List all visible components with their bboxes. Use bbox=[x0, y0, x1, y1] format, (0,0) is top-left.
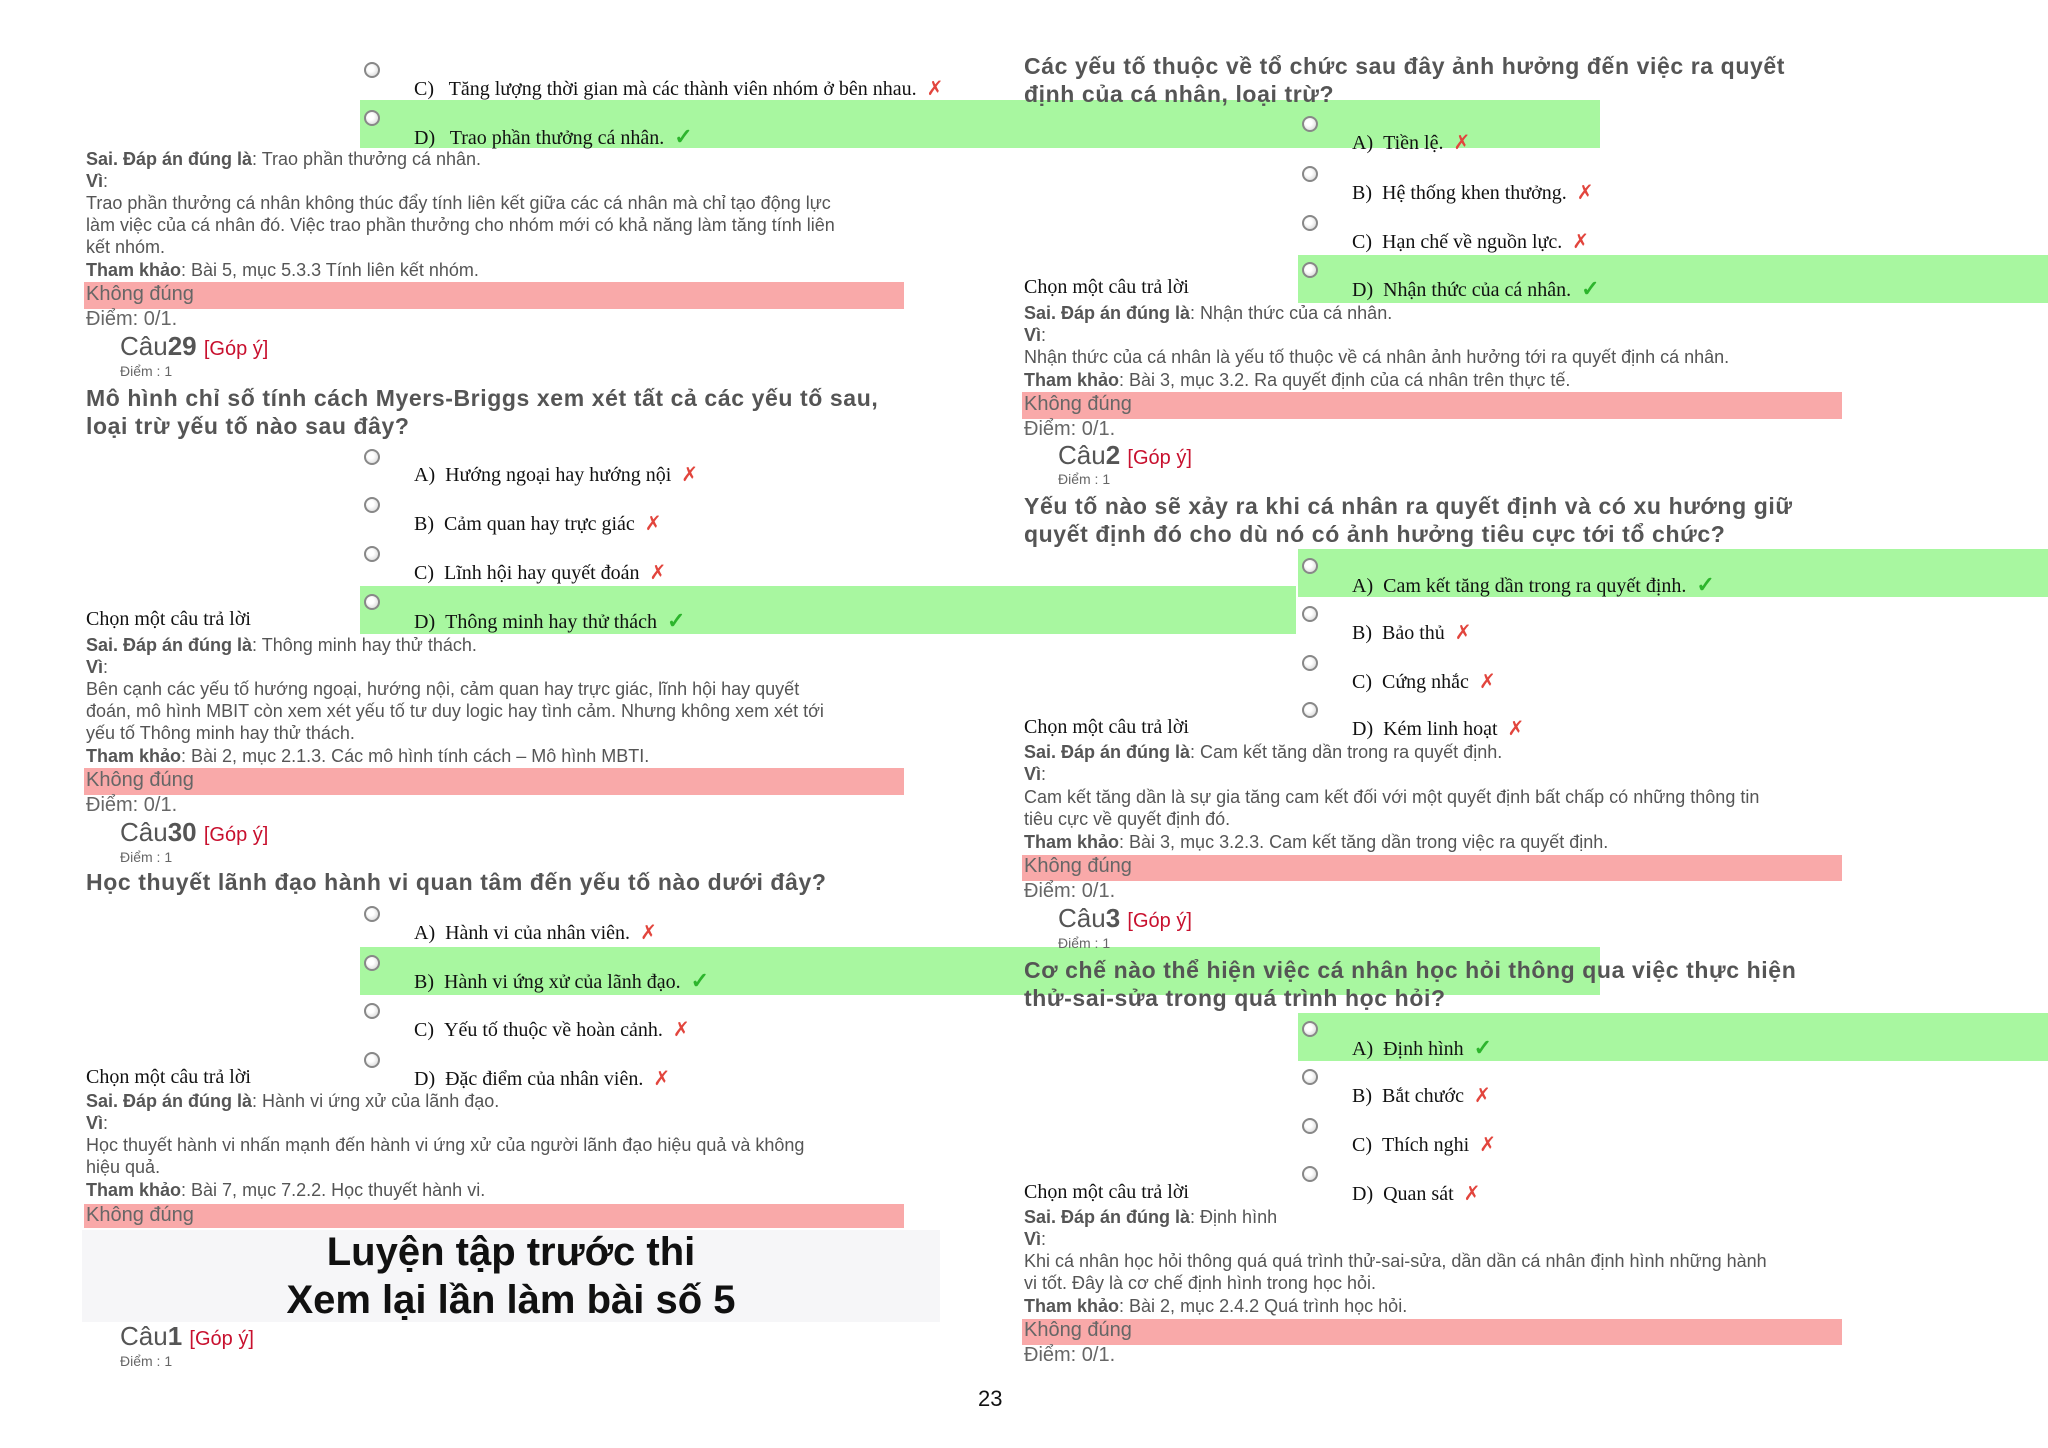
wrong-mark-icon: ✗ bbox=[926, 78, 944, 100]
option-a[interactable]: A) Hướng ngoại hay hướng nội ✗ bbox=[414, 464, 699, 486]
wrong-mark-icon: ✗ bbox=[644, 513, 662, 535]
choose-answer-label: Chọn một câu trả lời bbox=[1024, 1181, 1189, 1203]
reference: Tham khảo: Bài 2, mục 2.4.2 Quá trình học hỏi. bbox=[1024, 1296, 1408, 1316]
feedback-link[interactable]: [Góp ý] bbox=[189, 1328, 254, 1350]
wrong-mark-icon: ✗ bbox=[1454, 622, 1472, 644]
correct-mark-icon: ✓ bbox=[1581, 276, 1600, 301]
answer-line: Sai. Đáp án đúng là: Định hình bbox=[1024, 1207, 1278, 1227]
question-text: Cơ chế nào thể hiện việc cá nhân học hỏi thông qua việc thực hiện thử-sai-sửa trong quá trình học hỏi? bbox=[1024, 957, 1797, 1011]
radio-button[interactable] bbox=[364, 110, 380, 126]
option-b[interactable]: B) Hệ thống khen thưởng. ✗ bbox=[1352, 182, 1594, 204]
option-a[interactable]: A) Cam kết tăng dần trong ra quyết định. ✓ bbox=[1352, 572, 1715, 597]
option-b[interactable]: B) Bắt chước ✗ bbox=[1352, 1085, 1491, 1107]
answer-line: Sai. Đáp án đúng là: Trao phần thưởng cá nhân. bbox=[86, 149, 482, 169]
status-text: Không đúng bbox=[86, 769, 194, 791]
answer-line: Sai. Đáp án đúng là: Thông minh hay thử thách. bbox=[86, 635, 477, 655]
question-number: Câu1 [Góp ý] bbox=[120, 1321, 254, 1351]
correct-mark-icon: ✓ bbox=[690, 968, 710, 993]
vi-label: Vì: bbox=[1024, 325, 1047, 345]
option-c[interactable]: C) Thích nghi ✗ bbox=[1352, 1134, 1496, 1156]
correct-mark-icon: ✓ bbox=[674, 124, 693, 149]
wrong-mark-icon: ✗ bbox=[653, 1068, 671, 1090]
radio-button[interactable] bbox=[1302, 558, 1318, 574]
radio-button[interactable] bbox=[364, 497, 380, 513]
explanation: Trao phần thưởng cá nhân không thúc đẩy tính liên kết giữa các cá nhân mà chỉ tạo động lực làm việc của cá nhân đó. Việc trao phần thưởng cho nhóm mới có khả năng làm tăng tính liên kết nhóm. bbox=[86, 193, 835, 257]
radio-button[interactable] bbox=[364, 1003, 380, 1019]
wrong-mark-icon: ✗ bbox=[649, 562, 667, 584]
option-d[interactable]: D) Kém linh hoạt ✗ bbox=[1352, 718, 1525, 740]
score-text: Điểm: 0/1. bbox=[86, 794, 178, 816]
feedback-link[interactable]: [Góp ý] bbox=[203, 338, 269, 360]
score-text: Điểm: 0/1. bbox=[1024, 418, 1116, 440]
status-bar bbox=[1022, 1319, 1842, 1345]
wrong-mark-icon: ✗ bbox=[1507, 718, 1525, 740]
answer-line: Sai. Đáp án đúng là: Nhận thức của cá nhân. bbox=[1024, 303, 1393, 323]
wrong-mark-icon: ✗ bbox=[672, 1019, 690, 1041]
radio-button[interactable] bbox=[364, 62, 380, 78]
option-a[interactable]: A) Định hình ✓ bbox=[1352, 1035, 1493, 1060]
status-text: Không đúng bbox=[1024, 1319, 1132, 1341]
status-bar bbox=[84, 768, 904, 795]
question-text: Các yếu tố thuộc về tổ chức sau đây ảnh hưởng đến việc ra quyết định của cá nhân, loại trừ? bbox=[1024, 53, 1786, 107]
option-c[interactable]: C) Cứng nhắc ✗ bbox=[1352, 671, 1496, 693]
option-c[interactable]: C) Hạn chế về nguồn lực. ✗ bbox=[1352, 231, 1589, 253]
status-text: Không đúng bbox=[86, 1204, 194, 1226]
question-number: Câu29 [Góp ý] bbox=[120, 331, 269, 361]
radio-button[interactable] bbox=[1302, 166, 1318, 182]
vi-label: Vì: bbox=[86, 657, 109, 677]
status-text: Không đúng bbox=[1024, 855, 1132, 877]
correct-mark-icon: ✓ bbox=[667, 608, 686, 633]
reference: Tham khảo: Bài 7, mục 7.2.2. Học thuyết hành vi. bbox=[86, 1180, 486, 1200]
radio-button[interactable] bbox=[1302, 1069, 1318, 1085]
option-b[interactable]: B) Hành vi ứng xử của lãnh đạo. ✓ bbox=[414, 968, 710, 993]
section-title: Luyện tập trước thi Xem lại lần làm bài số 5 bbox=[286, 1230, 736, 1322]
option-d[interactable]: D) Quan sát ✗ bbox=[1352, 1183, 1481, 1205]
vi-label: Vì: bbox=[86, 171, 109, 191]
explanation: Cam kết tăng dần là sự gia tăng cam kết đối với một quyết định bất chấp có những thông tin tiêu cực về quyết định đó. bbox=[1024, 787, 1760, 829]
status-text: Không đúng bbox=[86, 283, 194, 305]
status-bar bbox=[1022, 392, 1842, 419]
wrong-mark-icon: ✗ bbox=[1572, 231, 1589, 253]
wrong-mark-icon: ✗ bbox=[1463, 1183, 1481, 1205]
reference: Tham khảo: Bài 3, mục 3.2.3. Cam kết tăng dần trong việc ra quyết định. bbox=[1024, 832, 1609, 852]
option-a[interactable]: A) Tiền lệ. ✗ bbox=[1352, 132, 1471, 154]
question-number: Câu30 [Góp ý] bbox=[120, 817, 269, 847]
explanation: Học thuyết hành vi nhấn mạnh đến hành vi ứng xử của người lãnh đạo hiệu quả và không hiệu quả. bbox=[86, 1135, 805, 1177]
choose-answer-label: Chọn một câu trả lời bbox=[1024, 276, 1189, 298]
score-text: Điểm: 0/1. bbox=[1024, 880, 1116, 902]
status-bar bbox=[84, 1204, 904, 1228]
vi-label: Vì: bbox=[86, 1113, 109, 1133]
score-text: Điểm: 0/1. bbox=[86, 308, 178, 330]
option-d[interactable]: D) Thông minh hay thử thách ✓ bbox=[414, 608, 686, 633]
radio-button[interactable] bbox=[1302, 1021, 1318, 1037]
points-label: Điểm : 1 bbox=[120, 849, 173, 865]
answer-line: Sai. Đáp án đúng là: Hành vi ứng xử của lãnh đạo. bbox=[86, 1091, 500, 1111]
score-text: Điểm: 0/1. bbox=[1024, 1344, 1116, 1366]
radio-button[interactable] bbox=[1302, 606, 1318, 622]
radio-button[interactable] bbox=[1302, 655, 1318, 671]
status-bar bbox=[84, 282, 904, 309]
option-c[interactable]: C) Lĩnh hội hay quyết đoán ✗ bbox=[414, 562, 667, 584]
feedback-link[interactable]: [Góp ý] bbox=[1127, 447, 1192, 469]
radio-button[interactable] bbox=[364, 594, 380, 610]
choose-answer-label: Chọn một câu trả lời bbox=[86, 1066, 251, 1088]
points-label: Điểm : 1 bbox=[120, 1353, 173, 1369]
answer-line: Sai. Đáp án đúng là: Cam kết tăng dần trong ra quyết định. bbox=[1024, 742, 1503, 762]
correct-mark-icon: ✓ bbox=[1696, 572, 1715, 597]
question-number: Câu2 [Góp ý] bbox=[1058, 440, 1192, 470]
radio-button[interactable] bbox=[364, 906, 380, 922]
reference: Tham khảo: Bài 2, mục 2.1.3. Các mô hình tính cách – Mô hình MBTI. bbox=[86, 746, 650, 766]
feedback-link[interactable]: [Góp ý] bbox=[203, 824, 269, 846]
reference: Tham khảo: Bài 3, mục 3.2. Ra quyết định của cá nhân trên thực tế. bbox=[1024, 370, 1571, 390]
radio-button[interactable] bbox=[364, 1052, 380, 1068]
wrong-mark-icon: ✗ bbox=[1478, 671, 1496, 693]
question-text: Học thuyết lãnh đạo hành vi quan tâm đến yếu tố nào dưới đây? bbox=[86, 869, 827, 895]
option-a[interactable]: A) Hành vi của nhân viên. ✗ bbox=[414, 922, 657, 944]
option-d[interactable]: D) Nhận thức của cá nhân. ✓ bbox=[1352, 276, 1600, 301]
status-text: Không đúng bbox=[1024, 393, 1132, 415]
correct-mark-icon: ✓ bbox=[1473, 1035, 1493, 1060]
radio-button[interactable] bbox=[1302, 1166, 1318, 1182]
wrong-mark-icon: ✗ bbox=[1453, 132, 1471, 154]
status-bar bbox=[1022, 855, 1842, 881]
radio-button[interactable] bbox=[364, 449, 380, 465]
question-text: Mô hình chỉ số tính cách Myers-Briggs xem xét tất cả các yếu tố sau, loại trừ yếu tố nào sau đây? bbox=[86, 385, 879, 439]
radio-button[interactable] bbox=[1302, 116, 1318, 132]
choose-answer-label: Chọn một câu trả lời bbox=[1024, 716, 1189, 738]
radio-button[interactable] bbox=[1302, 1118, 1318, 1134]
option-c[interactable]: C) Tăng lượng thời gian mà các thành viên nhóm ở bên nhau. ✗ bbox=[414, 78, 944, 100]
vi-label: Vì: bbox=[1024, 1229, 1047, 1249]
points-label: Điểm : 1 bbox=[1058, 471, 1111, 487]
explanation: Nhận thức của cá nhân là yếu tố thuộc về cá nhân ảnh hưởng tới ra quyết định cá nhân. bbox=[1024, 347, 1730, 367]
option-d[interactable]: D) Đặc điểm của nhân viên. ✗ bbox=[414, 1068, 671, 1090]
question-number: Câu3 [Góp ý] bbox=[1058, 903, 1192, 933]
vi-label: Vì: bbox=[1024, 764, 1047, 784]
radio-button[interactable] bbox=[364, 546, 380, 562]
radio-button[interactable] bbox=[1302, 702, 1318, 718]
question-text: Yếu tố nào sẽ xảy ra khi cá nhân ra quyết định và có xu hướng giữ quyết định đó cho dù nó có ảnh hưởng tiêu cực tới tổ chức? bbox=[1024, 493, 1793, 547]
option-b[interactable]: B) Bảo thủ ✗ bbox=[1352, 622, 1472, 644]
points-label: Điểm : 1 bbox=[120, 363, 173, 379]
reference: Tham khảo: Bài 5, mục 5.3.3 Tính liên kết nhóm. bbox=[86, 260, 479, 280]
points-label: Điểm : 1 bbox=[1058, 935, 1111, 951]
wrong-mark-icon: ✗ bbox=[681, 464, 699, 486]
radio-button[interactable] bbox=[1302, 262, 1318, 278]
radio-button[interactable] bbox=[364, 955, 380, 971]
choose-answer-label: Chọn một câu trả lời bbox=[86, 608, 251, 630]
option-c[interactable]: C) Yếu tố thuộc về hoàn cảnh. ✗ bbox=[414, 1019, 690, 1041]
radio-button[interactable] bbox=[1302, 215, 1318, 231]
wrong-mark-icon: ✗ bbox=[1479, 1134, 1496, 1156]
page-number: 23 bbox=[978, 1386, 1003, 1411]
wrong-mark-icon: ✗ bbox=[1576, 182, 1594, 204]
wrong-mark-icon: ✗ bbox=[640, 922, 657, 944]
wrong-mark-icon: ✗ bbox=[1473, 1085, 1491, 1107]
option-b[interactable]: B) Cảm quan hay trực giác ✗ bbox=[414, 513, 662, 535]
explanation: Bên cạnh các yếu tố hướng ngoại, hướng nội, cảm quan hay trực giác, lĩnh hội hay quyết đoán, mô hình MBIT còn xem xét yếu tố tư duy logic hay tình cảm. Nhưng không xem xét tới yếu tố Thông minh hay thử thách. bbox=[86, 679, 824, 743]
explanation: Khi cá nhân học hỏi thông quá quá trình thử-sai-sửa, dần dần cá nhân định hình những hành vi tốt. Đây là cơ chế định hình trong học hỏi. bbox=[1024, 1251, 1767, 1293]
feedback-link[interactable]: [Góp ý] bbox=[1127, 910, 1192, 932]
option-d[interactable]: D) Trao phần thưởng cá nhân. ✓ bbox=[414, 124, 693, 149]
